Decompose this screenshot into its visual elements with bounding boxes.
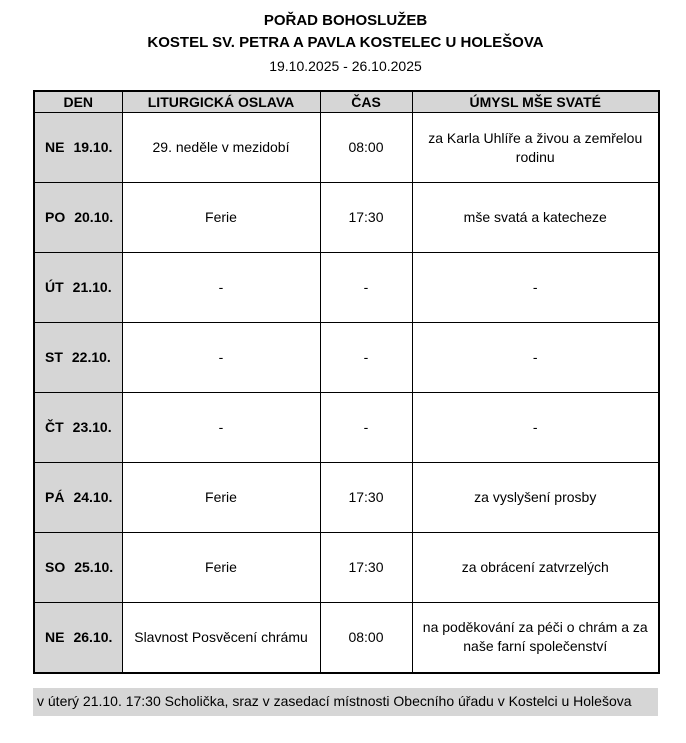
document-header (33, 10, 658, 77)
celebration-cell: 29. neděle v mezidobí (122, 113, 320, 183)
time-cell: - (320, 253, 412, 323)
column-header-oslava: LITURGICKÁ OSLAVA (122, 91, 320, 113)
day-abbreviation: PO (45, 209, 66, 226)
day-date: 22.10. (71, 349, 111, 366)
schedule-table (33, 90, 660, 674)
time-cell: 08:00 (320, 113, 412, 183)
day-date: 21.10. (72, 279, 112, 296)
table-row (34, 253, 659, 323)
day-abbreviation: ST (45, 349, 63, 366)
time-cell: - (320, 393, 412, 463)
table-row (34, 393, 659, 463)
celebration-cell: - (122, 253, 320, 323)
table-row (34, 463, 659, 533)
day-date: 20.10. (74, 209, 114, 226)
date-range: 19.10.2025 - 26.10.2025 (269, 57, 422, 74)
day-abbreviation: SO (45, 559, 66, 576)
column-header-cas: ČAS (320, 91, 412, 113)
intention-cell: za vyslyšení prosby (412, 463, 659, 533)
intention-cell: na poděkování za péči o chrám a za naše farní společenství (412, 603, 659, 673)
column-header-den: DEN (34, 91, 122, 113)
day-cell (34, 323, 122, 393)
day-cell (34, 183, 122, 253)
intention-cell: za obrácení zatvrzelých (412, 533, 659, 603)
day-cell (34, 533, 122, 603)
table-row (34, 323, 659, 393)
table-row (34, 603, 659, 673)
time-cell: 17:30 (320, 183, 412, 253)
intention-cell: - (412, 323, 659, 393)
day-date: 19.10. (73, 139, 113, 156)
day-cell (34, 463, 122, 533)
day-date: 26.10. (73, 628, 113, 645)
time-cell: 08:00 (320, 603, 412, 673)
intention-cell: mše svatá a katecheze (412, 183, 659, 253)
schedule-body (34, 113, 659, 673)
day-date: 25.10. (74, 559, 114, 576)
intention-cell: - (412, 393, 659, 463)
day-cell (34, 253, 122, 323)
celebration-cell: Ferie (122, 463, 320, 533)
celebration-cell: Slavnost Posvěcení chrámu (122, 603, 320, 673)
footer-note: v úterý 21.10. 17:30 Scholička, sraz v zasedací místnosti Obecního úřadu v Kostelci u Holešova (33, 688, 658, 716)
day-abbreviation: ČT (45, 419, 64, 436)
celebration-cell: - (122, 323, 320, 393)
time-cell: - (320, 323, 412, 393)
celebration-cell: Ferie (122, 183, 320, 253)
time-cell: 17:30 (320, 533, 412, 603)
intention-cell: - (412, 253, 659, 323)
table-row (34, 183, 659, 253)
celebration-cell: Ferie (122, 533, 320, 603)
day-date: 24.10. (73, 489, 113, 506)
day-abbreviation: NE (45, 139, 65, 156)
column-header-umysl: ÚMYSL MŠE SVATÉ (412, 91, 659, 113)
table-row (34, 113, 659, 183)
schedule-header-row (34, 91, 659, 113)
celebration-cell: - (122, 393, 320, 463)
page-subtitle: KOSTEL SV. PETRA A PAVLA KOSTELEC U HOLEŠOVA (147, 33, 544, 51)
day-abbreviation: PÁ (45, 489, 65, 506)
intention-cell: za Karla Uhlíře a živou a zemřelou rodinu (412, 113, 659, 183)
day-cell (34, 393, 122, 463)
day-abbreviation: NE (45, 628, 65, 645)
table-row (34, 533, 659, 603)
day-date: 23.10. (72, 419, 112, 436)
day-cell (34, 603, 122, 673)
day-cell (34, 113, 122, 183)
time-cell: 17:30 (320, 463, 412, 533)
day-abbreviation: ÚT (45, 279, 64, 296)
page-title: POŘAD BOHOSLUŽEB (263, 12, 428, 29)
